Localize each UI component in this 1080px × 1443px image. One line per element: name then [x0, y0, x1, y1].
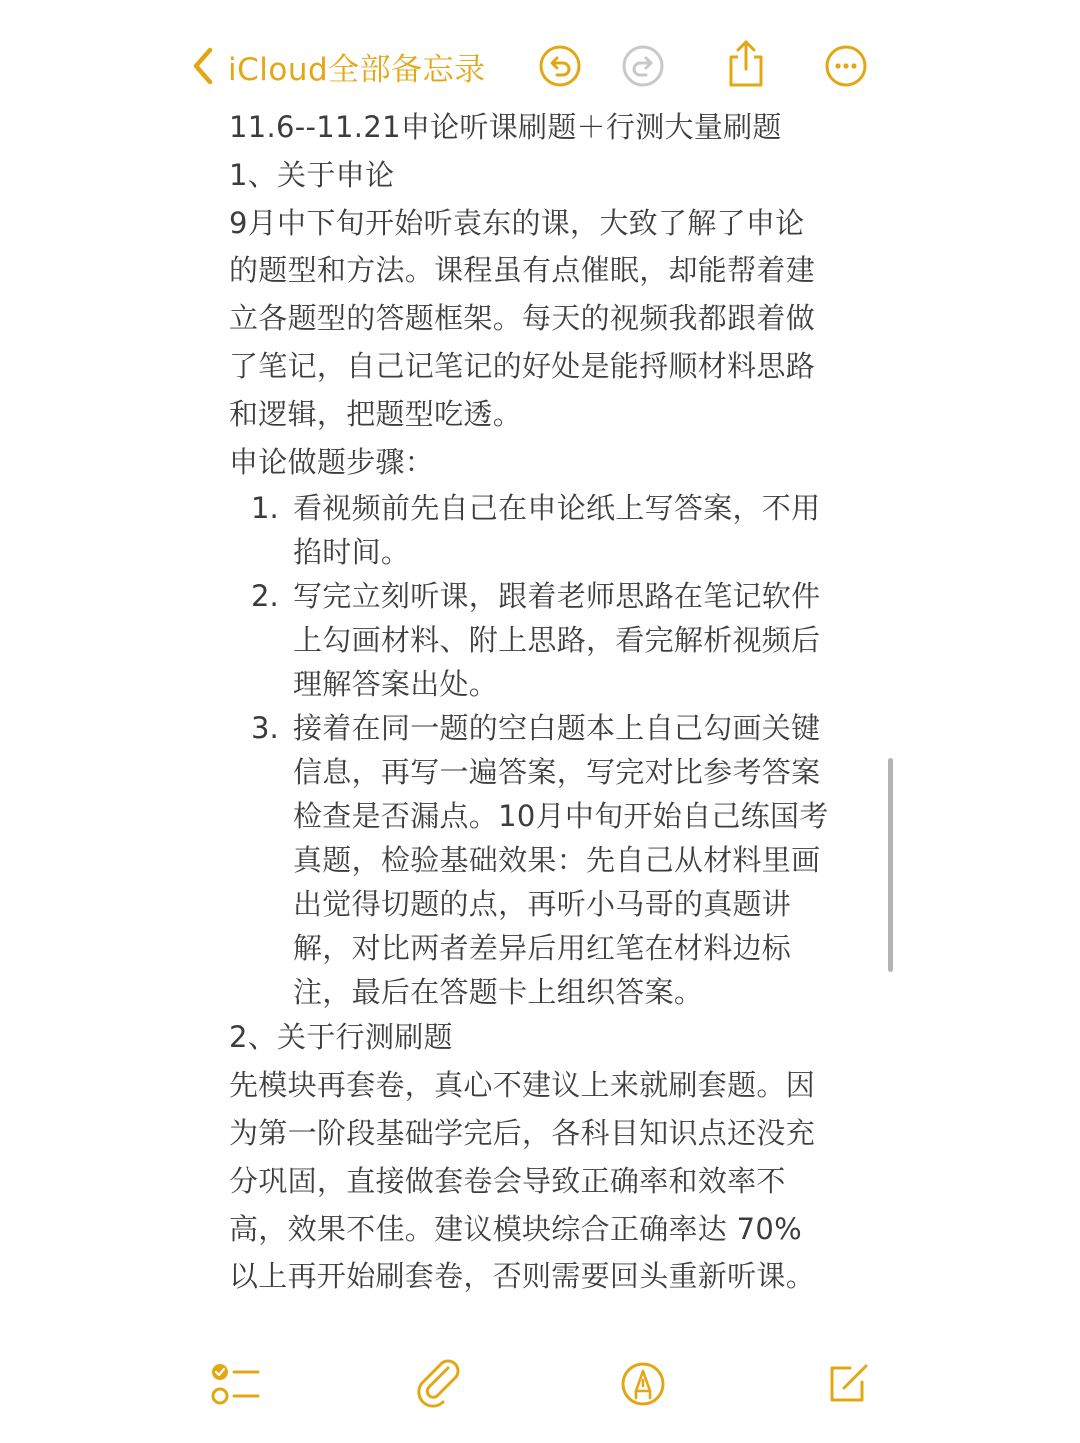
- share-icon[interactable]: [724, 38, 768, 90]
- list-item-line: 看视频前先自己在申论纸上写答案，不用: [293, 491, 821, 526]
- paragraph-line: 9月中下旬开始听袁东的课，大致了解了申论: [229, 205, 805, 240]
- list-item-line: 接着在同一题的空白题本上自己勾画关键: [293, 711, 821, 746]
- list-item: [229, 574, 854, 706]
- section1-paragraph: [229, 200, 854, 439]
- section-heading: 2、关于行测刷题: [229, 1020, 453, 1055]
- list-item-line: 真题，检验基础效果：先自己从材料里画: [293, 843, 821, 878]
- attachment-icon[interactable]: [414, 1358, 466, 1410]
- paragraph-line: 分巩固，直接做套卷会导致正确率和效率不: [229, 1163, 786, 1198]
- paragraph-line: 的题型和方法。课程虽有点催眠，却能帮着建: [229, 253, 816, 288]
- list-item-line: 掐时间。: [293, 535, 411, 570]
- steps-heading: 申论做题步骤：: [229, 444, 435, 479]
- list-item-line: 检查是否漏点。10月中旬开始自己练国考: [293, 799, 829, 834]
- list-item: [229, 486, 854, 574]
- list-item-line: 理解答案出处。: [293, 667, 499, 702]
- list-item-line: 解，对比两者差异后用红笔在材料边标: [293, 931, 792, 966]
- list-item-line: 信息，再写一遍答案，写完对比参考答案: [293, 755, 821, 790]
- list-item-line: 注，最后在答题卡上组织答案。: [293, 975, 704, 1010]
- compose-icon[interactable]: [822, 1358, 874, 1410]
- list-item-line: 出觉得切题的点，再听小马哥的真题讲: [293, 887, 792, 922]
- back-label: iCloud全部备忘录: [228, 51, 486, 88]
- note-body[interactable]: [229, 104, 854, 1301]
- bottom-toolbar: [0, 1352, 1080, 1416]
- list-item-line: 写完立刻听课，跟着老师思路在笔记软件: [293, 579, 821, 614]
- chevron-left-icon: [190, 40, 224, 92]
- redo-icon[interactable]: [621, 44, 665, 88]
- checklist-icon[interactable]: [210, 1358, 262, 1410]
- paragraph-line: 先模块再套卷，真心不建议上来就刷套题。因: [229, 1068, 816, 1103]
- list-item-line: 上勾画材料、附上思路，看完解析视频后: [293, 623, 821, 658]
- list-number: 2.: [251, 579, 279, 614]
- back-button[interactable]: [190, 40, 486, 92]
- paragraph-line: 高，效果不佳。建议模块综合正确率达 70%: [229, 1211, 802, 1246]
- section2-paragraph: [229, 1062, 854, 1301]
- paragraph-line: 为第一阶段基础学完后，各科目知识点还没充: [229, 1115, 816, 1150]
- undo-icon[interactable]: [538, 44, 582, 88]
- list-number: 3.: [251, 711, 279, 746]
- paragraph-line: 和逻辑，把题型吃透。: [229, 396, 523, 431]
- markup-icon[interactable]: [617, 1358, 669, 1410]
- steps-list: [229, 486, 854, 1014]
- paragraph-line: 以上再开始刷套卷，否则需要回头重新听课。: [229, 1259, 816, 1294]
- section-heading: 1、关于申论: [229, 157, 395, 192]
- list-number: 1.: [251, 491, 279, 526]
- more-icon[interactable]: [824, 44, 868, 88]
- navigation-bar: [0, 30, 1080, 102]
- paragraph-line: 了笔记，自己记笔记的好处是能捋顺材料思路: [229, 348, 816, 383]
- note-title: 11.6--11.21申论听课刷题＋行测大量刷题: [229, 110, 782, 144]
- list-item: [229, 706, 854, 1014]
- paragraph-line: 立各题型的答题框架。每天的视频我都跟着做: [229, 301, 816, 336]
- scrollbar[interactable]: [888, 758, 893, 972]
